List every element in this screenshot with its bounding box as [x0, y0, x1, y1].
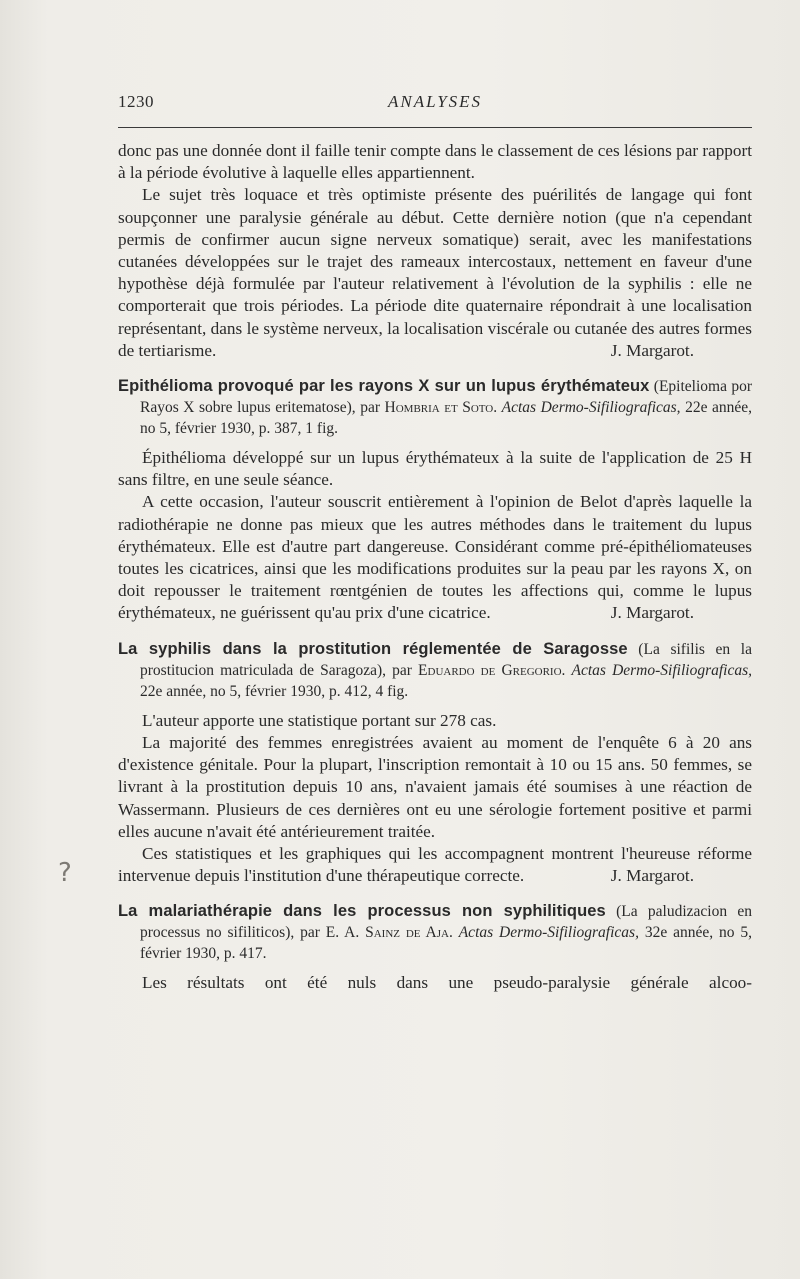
entry-reference: (La paludizacion en processus no sifiliticos), par E. A. — [140, 903, 752, 942]
entry-heading — [118, 901, 752, 964]
margin-annotation: ? — [58, 858, 72, 888]
entry-body — [118, 972, 752, 994]
signature: J. Margarot. — [610, 603, 694, 623]
analysis-entry — [118, 376, 752, 625]
entry-journal: Actas Dermo-Sifiliograficas, — [458, 924, 639, 942]
entry-journal: Actas Dermo-Sifiliograficas, — [501, 399, 681, 417]
entry-heading — [118, 639, 752, 702]
paragraph: Ces statistiques et les graphiques qui les accompagnent montrent l'heureuse réforme intervenue depuis l'institution d'une thérapeutique correcte. — [118, 843, 752, 886]
paragraph: A cette occasion, l'auteur souscrit entièrement à l'opinion de Belot d'après laquelle la radiothérapie ne donne pas mieux que les autres méthodes dans le traitement du lupus érythémateux. Elle est d'autre part dangereuse. Considérant comme pré-épithéliomateuses toutes les cicatrices, ainsi que les modifications produites sur la peau par les rayons X, on doit repousser le traitement rœntgénien de toutes les affections qui, comme le lupus érythémateux, ne guérissent qu'au prix d'une cicatrice. — [118, 492, 752, 623]
entry-title: Epithélioma provoqué par les rayons X sur un lupus érythémateux — [118, 377, 650, 396]
paragraph: donc pas une donnée dont il faille tenir compte dans le classement de ces lésions par rapport à la période évolutive à laquelle elles appartiennent. — [118, 141, 752, 183]
entry-journal: Actas Dermo-Sifiliograficas, — [571, 661, 753, 679]
paragraph: L'auteur apporte une statistique portant sur 278 cas. — [142, 710, 497, 730]
entry-authors: Eduardo de Gregorio. — [418, 661, 566, 679]
entry-heading — [118, 376, 752, 439]
entry-citation: 32e année, no 5, février 1930, p. 417. — [140, 924, 752, 963]
entry-body — [118, 710, 752, 888]
running-head — [118, 92, 752, 116]
entry-reference: (La sifilis en la prostitucion matriculada de Saragoza), par — [140, 640, 752, 679]
signature: J. Margarot. — [610, 866, 694, 886]
entry-title: La malariathérapie dans les processus non syphilitiques — [118, 902, 606, 921]
analysis-entry — [118, 901, 752, 994]
paragraph: La majorité des femmes enregistrées avaient au moment de l'enquête 6 à 20 ans d'existence génitale. Pour la plupart, l'inscription remontait à 10 ou 15 ans. 50 femmes, se livrant à la prostitution depuis 10 ans, n'avaient jamais été soumises à une réaction de Wassermann. Plusieurs de ces dernières ont eu une sérologie fortement positive et parmi elles aucune n'avait été antérieurement traitée. — [118, 732, 752, 841]
paragraph: Le sujet très loquace et très optimiste présente des puérilités de langage qui font soupçonner une paralysie générale au début. Cette dernière notion (que n'a cependant permis de confirmer aucun signe nerveux somatique) serait, avec les manifestations cutanées développées sur le trajet des rameaux intercostaux, nettement en faveur d'une hypothèse déjà formulée par l'auteur relativement à l'évolution de la syphilis : elle ne comporterait que trois périodes. La période dite quaternaire répondrait à une localisation représentant, dans le système nerveux, la localisation viscérale ou cutanée des autres formes de tertiarisme. — [118, 185, 752, 360]
entry-reference: (Epitelioma por Rayos X sobre lupus eritematose), par — [140, 378, 752, 417]
header-rule — [118, 127, 752, 128]
entry-body — [118, 447, 752, 625]
running-title: ANALYSES — [387, 92, 483, 111]
page-number: 1230 — [118, 92, 154, 111]
entry-authors: Sainz de Aja. — [365, 924, 453, 942]
analysis-entry — [118, 639, 752, 888]
signature: J. Margarot. — [610, 340, 694, 360]
entry-citation: 22e année, no 5, février 1930, p. 412, 4 fig. — [140, 682, 409, 700]
entry-authors: Hombria et Soto. — [384, 399, 498, 417]
paragraph: Épithélioma développé sur un lupus érythémateux à la suite de l'application de 25 H sans filtre, en une seule séance. — [118, 448, 752, 490]
paragraph: Les résultats ont été nuls dans une pseudo-paralysie générale alcoo- — [142, 973, 752, 993]
entry-citation: 22e année, no 5, février 1930, p. 387, 1 fig. — [140, 399, 752, 438]
article-body — [118, 140, 752, 995]
entry-title: La syphilis dans la prostitution réglementée de Saragosse — [118, 639, 628, 658]
